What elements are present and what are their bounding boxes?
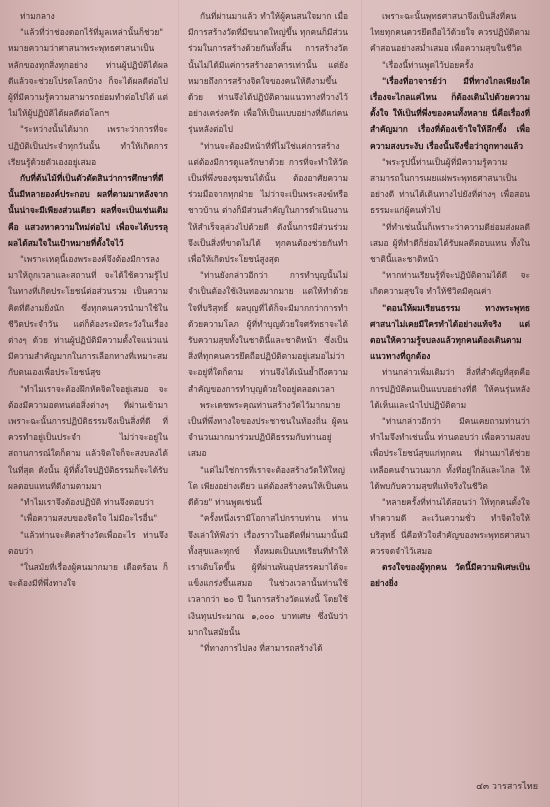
paragraph: พระเดชพระคุณท่านสร้างวัดไว้มากมาย เป็นที่พึ่งทางใจของประชาชนในท้องถิ่น ผู้คนจำนวนมากมาร่วมปฏิบัติธรรมกับท่านอยู่เสมอ	[188, 399, 348, 459]
paragraph: ตรงใจของผู้ทุกคน วัดนี้มีความพิเศษเป็นอย่างยิ่ง	[370, 561, 530, 589]
column-divider	[361, 0, 362, 807]
paragraph: เพราะฉะนั้นพุทธศาสนาจึงเป็นสิ่งที่คนไทยทุกคนควรยึดถือไว้ด้วยใจ ควรปฏิบัติตามคำสอนอย่างสม่ำเสมอ เพื่อความสุขในชีวิต	[370, 11, 530, 54]
paragraph: "แต่ไม่ใช่การที่เราจะต้องสร้างวัดให้ใหญ่โต เพียงอย่างเดียว แต่ต้องสร้างคนให้เป็นคนดีด้วย" ท่านพูดเช่นนี้	[188, 464, 348, 508]
paragraph: "ในสมัยที่เรื่องผู้คนมากมาย เดือดร้อน ก็จะต้องมีที่พึ่งทางใจ	[8, 561, 168, 589]
paragraph: "หากท่านเรียนรู้ที่จะปฏิบัติตามได้ดี จะเกิดความสุขใจ ทำให้ชีวิตมีคุณค่า	[370, 270, 530, 297]
paragraph: "ท่านจะต้องมีหน้าที่ที่ไม่ใช่แค่การสร้าง แต่ต้องมีการดูแลรักษาด้วย การที่จะทำให้วัดเป็นที่พึ่งของชุมชนได้นั้น ต้องอาศัยความร่วมมือจากทุกฝ่าย ไม่ว่าจะเป็นพระสงฆ์หรือชาวบ้าน ต่างก็มีส่วนสำคัญในการดำเนินงานให้สำเร็จลุล่วงไปด้วยดี ดังนั้นการมีส่วนร่วมจึงเป็นสิ่งที่ขาดไม่ได้ ทุกคนต้องช่วยกันทำเพื่อให้เกิดประโยชน์สูงสุด	[188, 140, 348, 265]
paragraph: ท่ามกลาง	[20, 11, 55, 21]
paragraph: "ตอนให้ผมเรียนธรรม ทางพระพุทธศาสนาไม่เคยมีใครทำได้อย่างแท้จริง แต่ตอนให้ความรู้จบลงแล้วทุกคนต้องเดินตามแนวทางที่ถูกต้อง	[370, 302, 530, 362]
paragraph: กันที่ผ่านมาแล้ว ทำให้ผู้คนสนใจมาก เมื่อมีการสร้างวัดที่มีขนาดใหญ่ขึ้น ทุกคนก็มีส่วนร่วมในการสร้างด้วยกันทั้งสิ้น การสร้างวัดนั้นไม่ได้มีแค่การสร้างอาคารเท่านั้น แต่ยังหมายถึงการสร้างจิตใจของคนให้ดีงามขึ้นด้วย ท่านจึงได้ปฏิบัติตามแนวทางที่วางไว้อย่างเคร่งครัด เพื่อให้เป็นแบบอย่างที่ดีแก่คนรุ่นหลังต่อไป	[188, 11, 348, 135]
paragraph: "เรื่องนี้ท่านพูดไว้บ่อยครั้ง	[382, 59, 474, 70]
paragraph: "แล้วท่านจะคิดสร้างวัดเพื่ออะไร ท่านจึงตอบว่า	[8, 529, 168, 556]
paragraph: "หลายครั้งที่ท่านได้สอนว่า ให้ทุกคนตั้งใจทำความดี ละเว้นความชั่ว ทำจิตใจให้บริสุทธิ์ นี่คือหัวใจสำคัญของพระพุทธศาสนา ควรจดจำไว้เสมอ	[370, 497, 530, 556]
paragraph: "เรื่องที่อาจารย์ว่า มีที่ทางไกลเพียงใด เรื่องจะไกลแค่ไหน ก็ต้องเดินไปด้วยความตั้งใจ ให้เป็นที่พึ่งของคนทั้งหลาย นี่คือเรื่องที่สำคัญมาก เรื่องที่ต้องเข้าใจให้ลึกซึ้ง เพื่อความสงบระงับ เรื่องนั้นจึงชื่อว่าถูกทางแล้ว	[370, 75, 530, 151]
column-divider	[178, 0, 179, 807]
text-column-2	[188, 8, 348, 778]
paragraph: "แล้วที่ว่าช่องดอกไร้ที่มูลเหล่านั้นก็ช่วย" หมายความว่าศาสนาพระพุทธศาสนาเป็นหลักของทุกสิ่งทุกอย่าง ท่านผู้ปฏิบัติได้ผลดีแล้วจะช่วยโปรดโลกบ้าง ก็จะได้ผลดีต่อไป ผู้ที่มีความรู้ความสามารถย่อมทำต่อไปได้ แต่ไม่ให้ผู้ปฏิบัติได้ผลดีต่อโลกฯ	[8, 27, 168, 119]
paragraph: "ท่านยังกล่าวอีกว่า การทำบุญนั้นไม่จำเป็นต้องใช้เงินทองมากมาย แต่ให้ทำด้วยใจที่บริสุทธิ์ ผลบุญที่ได้ก็จะมีมากกว่าการทำด้วยความโลภ ผู้ที่ทำบุญด้วยใจศรัทธาจะได้รับความสุขทั้งในชาตินี้และชาติหน้า ซึ่งเป็นสิ่งที่ทุกคนควรยึดถือปฏิบัติตามอยู่เสมอไม่ว่าจะอยู่ที่ใดก็ตาม ท่านจึงได้เน้นย้ำถึงความสำคัญของการทำบุญด้วยใจอยู่ตลอดเวลา	[188, 270, 348, 394]
page-footer: ๔๓ วารสารไทย	[476, 782, 538, 792]
paragraph: "เพื่อความสงบของจิตใจ ไม่มีอะไรอื่น"	[20, 513, 158, 524]
paragraph: "ระหว่างนั้นได้มาก เพราะว่าการที่จะปฏิบัติเป็นประจำทุกวันนั้น ทำให้เกิดการเรียนรู้ด้วยตัวเองอยู่เสมอ	[8, 124, 168, 167]
paragraph: "ท่านกล่าวอีกว่า มีคนเคยถามท่านว่าทำไมจึงทำเช่นนั้น ท่านตอบว่า เพื่อความสงบ เพื่อประโยชน์สุขแก่ทุกคน ที่ผ่านมาได้ช่วยเหลือคนจำนวนมาก ทั้งที่อยู่ใกล้และไกล ให้ได้พบกับความสุขที่แท้จริงในชีวิต	[370, 416, 530, 491]
paragraph: "พระรูปนี้ท่านเป็นผู้ที่มีความรู้ความสามารถในการเผยแผ่พระพุทธศาสนาเป็นอย่างดี ท่านได้เดินทางไปยังที่ต่างๆ เพื่อสอนธรรมะแก่ผู้คนทั่วไป	[370, 156, 530, 216]
paragraph: "ทำไมเราจะต้องฝึกหัดจิตใจอยู่เสมอ จะต้องมีความอดทนต่อสิ่งต่างๆ ที่ผ่านเข้ามา เพราะฉะนั้นการปฏิบัติธรรมจึงเป็นสิ่งที่ดี ที่ควรทำอยู่เป็นประจำ ไม่ว่าจะอยู่ในสถานการณ์ใดก็ตาม แล้วจิตใจก็จะสงบลงได้ในที่สุด ดังนั้น ผู้ที่ตั้งใจปฏิบัติธรรมก็จะได้รับผลตอบแทนที่ดีงามตามมา	[8, 383, 168, 491]
paragraph: "ครั้งหนึ่งเรามีโอกาสไปกราบท่าน ท่านจึงเล่าให้ฟังว่า เรื่องราวในอดีตที่ผ่านมานั้นมีทั้งสุขและทุกข์ ทั้งหมดเป็นบทเรียนที่ทำให้เราเติบโตขึ้น ผู้ที่ผ่านพ้นอุปสรรคมาได้จะแข็งแกร่งขึ้นเสมอ ในช่วงเวลานั้นท่านใช้เวลากว่า ๒๐ ปี ในการสร้างวัดแห่งนี้ โดยใช้เงินทุนประมาณ ๑,๐๐๐ บาทเศษ ซึ่งนับว่ามากในสมัยนั้น	[188, 513, 348, 637]
paragraph: กับที่ต้นไม้ที่เป็นตัวตัดสินว่าการศึกษาที่ดีนั้นมีหลายองค์ประกอบ ผลที่ตามมาหลังจากนั้นน่าจะมีเพียงส่วนเดียว ผลที่จะเป็นเช่นเดิม คือ แสวงหาความใหม่ต่อไป เพื่อจะได้บรรลุผลได้สมใจในเป้าหมายที่ตั้งใจไว้	[8, 173, 168, 248]
paragraph: "เพราะเหตุนี้เองพระองค์จึงต้องมีการลงมาให้ถูกเวลาและสถานที่ จะได้ใช้ความรู้ไปในทางที่เกิดประโยชน์ต่อส่วนรวม เป็นความคิดที่ดีงามยิ่งนัก ซึ่งทุกคนควรนำมาใช้ในชีวิตประจำวัน แต่ก็ต้องระมัดระวังในเรื่องต่างๆ ด้วย ท่านผู้ปฏิบัติมีความตั้งใจแน่วแน่ มีความสำคัญมากในการเลือกทางที่เหมาะสมกับตนเองเพื่อประโยชน์สุข	[8, 254, 168, 378]
text-column-1	[8, 8, 168, 778]
paragraph: ท่านกล่าวเพิ่มเติมว่า สิ่งที่สำคัญที่สุดคือการปฏิบัติตนเป็นแบบอย่างที่ดี ให้คนรุ่นหลังได้เห็นและนำไปปฏิบัติตาม	[370, 367, 530, 410]
paragraph: "ที่ทางการไปลง ที่สามารถสร้างได้	[200, 642, 323, 653]
text-column-3	[370, 8, 530, 778]
paragraph: "ทำไมเราจึงต้องปฏิบัติ ท่านจึงตอบว่า	[20, 497, 154, 508]
paragraph: "ที่ทำเช่นนั้นก็เพราะว่าความดีย่อมส่งผลดีเสมอ ผู้ที่ทำดีก็ย่อมได้รับผลดีตอบแทน ทั้งในชาตินี้และชาติหน้า	[370, 221, 530, 265]
